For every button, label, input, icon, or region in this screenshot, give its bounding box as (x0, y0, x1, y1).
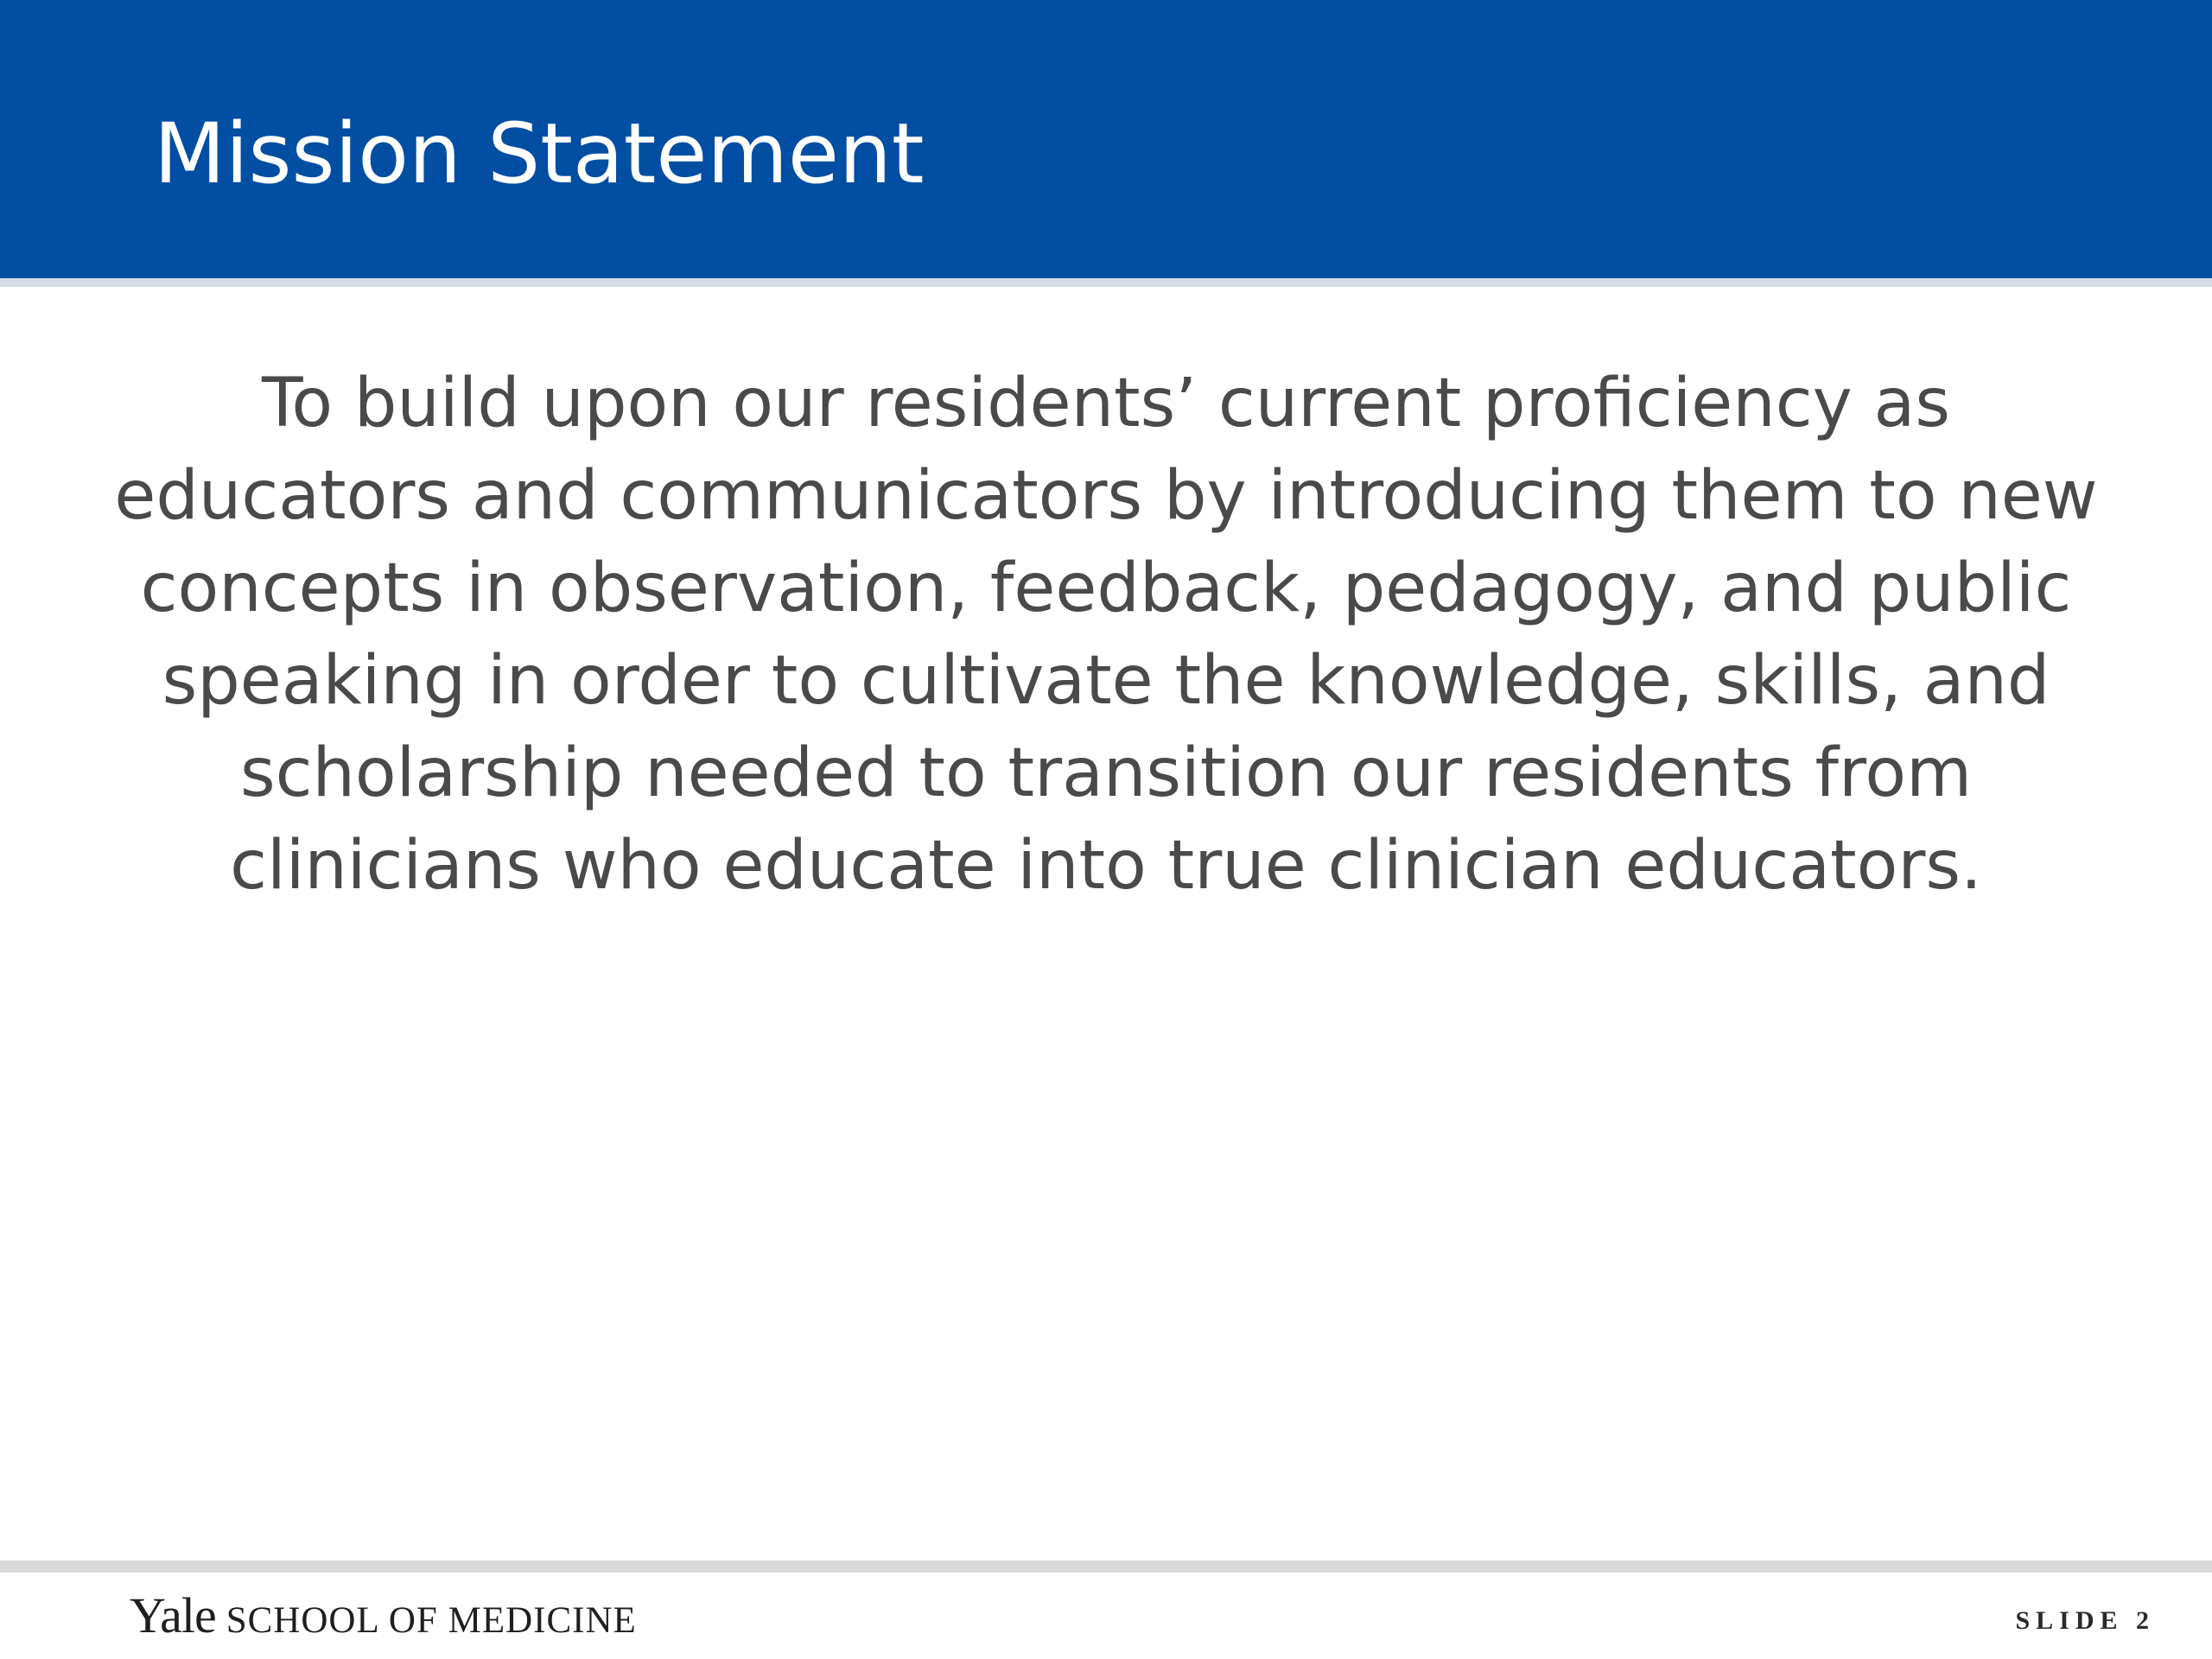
yale-school-of-medicine-logo (130, 1588, 637, 1643)
slide-number: SLIDE 2 (2015, 1606, 2155, 1635)
footer-divider (0, 1560, 2212, 1573)
logo-yale-wordmark: Yale (130, 1587, 216, 1643)
header-divider (0, 278, 2212, 287)
mission-statement-text: To build upon our residents’ current proficiency as educators and communicators by introducing them to new concepts in observation, feedback, pedagogy, and public speaking in order to cultivate the knowledge, skills, and scholarship needed to transition our residents from clinicians who educate into true clinician educators. (114, 365, 2098, 905)
slide-title: Mission Statement (154, 105, 925, 202)
logo-school-wordmark: SCHOOL OF MEDICINE (226, 1600, 637, 1641)
